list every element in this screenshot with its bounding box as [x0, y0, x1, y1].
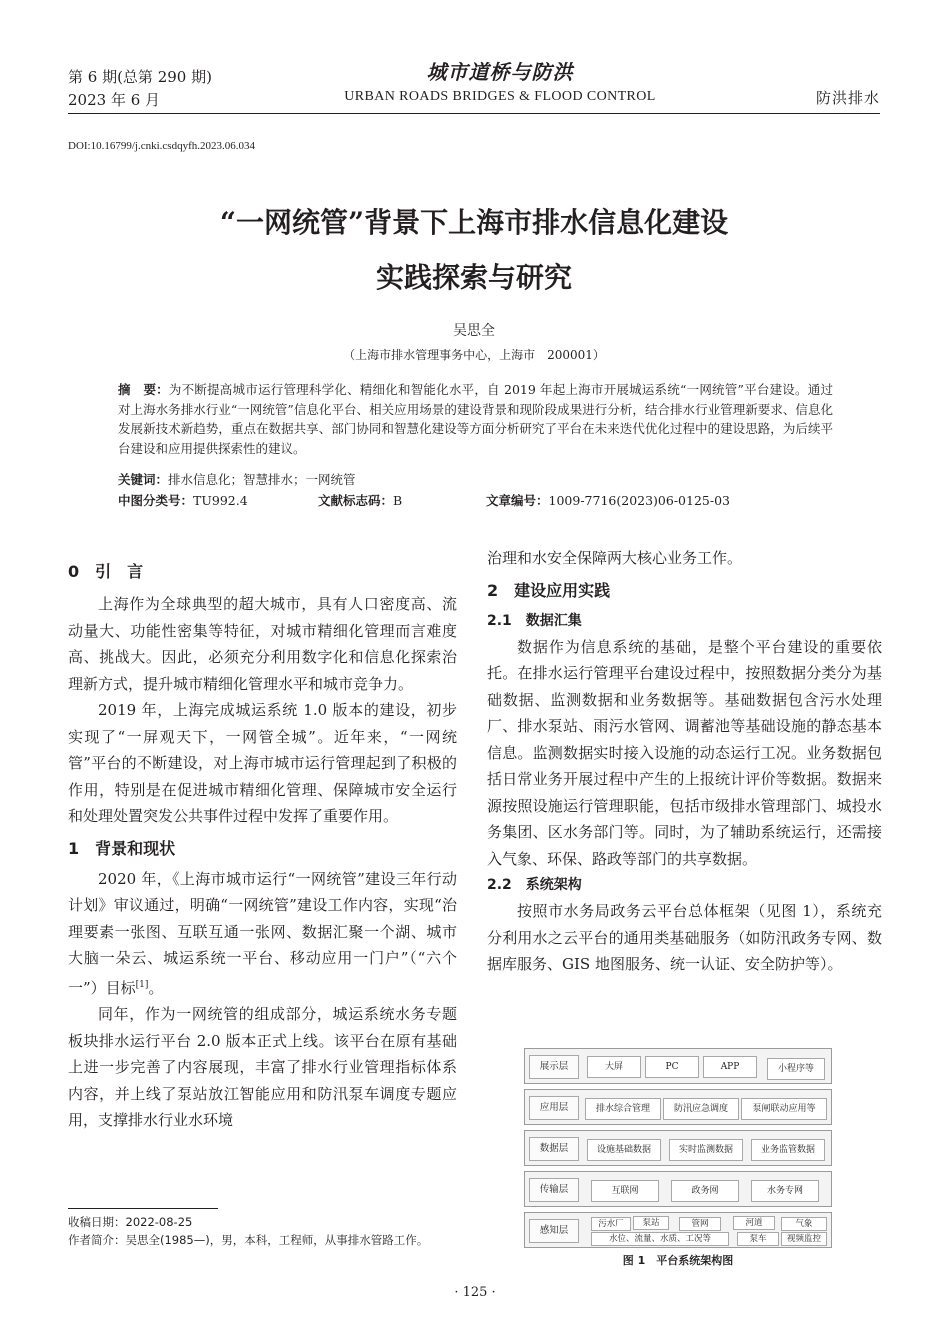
abstract-label: 摘 要： [118, 382, 169, 397]
diagram-box: 水位、流量、水质、工况等 [591, 1232, 729, 1246]
paragraph [68, 866, 457, 1002]
bio-value: 吴思全(1985—)，男，本科，工程师，从事排水管路工作。 [125, 1233, 429, 1247]
received-date [68, 1213, 448, 1231]
issue-date: 2023 年 6 月 [68, 91, 161, 109]
abstract-text: 为不断提高城市运行管理科学化、精细化和智能化水平，自 2019 年起上海市开展城运系统“一网统管”平台建设。通过对上海水务排水行业“一网统管”信息化平台、相关应用场景的建设背景和现阶段成果进行分析，结合排水行业管理新要求、信息化发展新技术新趋势，重点在数据共享、部门协同和智慧化建设等方面分析研究了平台在未来迭代优化过程中的建设思路，为后续平台建设和应用提供探索性的建议。 [118, 382, 833, 456]
layer-label: 数据层 [529, 1137, 579, 1161]
article-title [68, 195, 880, 305]
header-divider [68, 113, 880, 114]
right-column [487, 545, 882, 978]
layer-presentation [524, 1048, 832, 1084]
footnote-divider [68, 1208, 218, 1209]
paragraph: 上海作为全球典型的超大城市，具有人口密度高、流动量大、功能性密集等特征，对城市精细化管理而言难度高、挑战大。因此，必须充分利用数字化和信息化探索治理新方式，提升城市精细化管理水平和城市竞争力。 [68, 595, 457, 693]
layer-label: 应用层 [529, 1096, 579, 1120]
layer-label: 感知层 [529, 1219, 579, 1243]
figure-caption: 图 1 平台系统架构图 [622, 1254, 734, 1267]
received-value: 2022-08-25 [125, 1215, 193, 1229]
received-label: 收稿日期： [68, 1215, 126, 1229]
journal-masthead [300, 58, 700, 108]
doc-value: B [393, 493, 403, 508]
art-label: 文章编号： [486, 493, 549, 508]
clc-code [118, 491, 248, 509]
article-number [486, 491, 730, 509]
abstract [118, 380, 833, 458]
section-heading-2: 2 建设应用实践 [487, 580, 611, 600]
author-name: 吴思全 [453, 323, 495, 339]
title-line-2: 实践探索与研究 [375, 261, 572, 294]
layer-label: 展示层 [529, 1055, 579, 1079]
diagram-box: PC [645, 1056, 699, 1078]
clc-label: 中图分类号： [118, 493, 194, 508]
diagram-box: 设施基础数据 [587, 1139, 661, 1161]
section-heading-1: 1 背景和现状 [68, 838, 176, 858]
diagram-box: 小程序等 [767, 1058, 825, 1080]
issue-number: 第 6 期(总第 290 期) [68, 68, 212, 86]
paragraph: 2019 年，上海完成城运系统 1.0 版本的建设，初步实现了“一屏观天下，一网管全城”。近年来，“一网统管”平台的不断建设，对上海市城市运行管理起到了积极的作用，特别是在促进城市精细化管理、保障城市安全运行和处理处置突发公共事件过程中发挥了重要作用。 [68, 701, 457, 825]
layer-label: 传输层 [529, 1178, 579, 1202]
document-code [318, 491, 402, 509]
diagram-box: 政务网 [671, 1180, 739, 1202]
diagram-box: 管网 [679, 1217, 721, 1231]
diagram-box: 泵车 [737, 1232, 779, 1246]
diagram-box: 泵闸联动应用等 [741, 1098, 827, 1120]
layer-application [524, 1089, 832, 1125]
keywords-text: 排水信息化；智慧排水；一网统管 [168, 472, 356, 487]
diagram-box: 气象 [781, 1217, 827, 1231]
bio-label: 作者简介： [68, 1233, 126, 1247]
paragraph: 数据作为信息系统的基础，是整个平台建设的重要依托。在排水运行管理平台建设过程中，按照数据分类分为基础数据、监测数据和业务数据等。基础数据包含污水处理厂、排水泵站、雨污水管网、调蓄池等基础设施的静态基本信息。监测数据实时接入设施的动态运行工况。业务数据包括日常业务开展过程中产生的上报统计评价等数据。数据来源按照设施运行管理职能，包括市级排水管理部门、城投水务集团、区水务部门等。同时，为了辅助系统运行，还需接入气象、环保、路政等部门的共享数据。 [487, 637, 882, 868]
diagram-box: 污水厂 [591, 1217, 631, 1231]
keywords-label: 关键词： [118, 472, 169, 487]
diagram-box: 泵站 [633, 1216, 669, 1230]
doi: DOI:10.16799/j.cnki.csdqyfh.2023.06.034 [68, 140, 255, 152]
diagram-box: 河道 [733, 1216, 775, 1230]
layer-transmission [524, 1171, 832, 1207]
section-label: 防洪排水 [815, 89, 880, 107]
subsection-heading-2-1: 2.1 数据汇集 [487, 612, 582, 629]
diagram-box: 业务监管数据 [751, 1139, 825, 1161]
page-number: · 125 · [454, 1285, 496, 1300]
doc-label: 文献标志码： [318, 493, 394, 508]
diagram-box: 水务专网 [751, 1180, 819, 1202]
author-bio [68, 1231, 448, 1249]
paragraph-text: 2020 年，《上海市城市运行“一网统管”建设三年行动计划》审议通过，明确“一网统管”建设工作内容，实现“治理要素一张图、互联互通一张网、数据汇聚一个湖、城市大脑一朵云、城运系统一平台、移动应用一门户”（“六个一”）目标 [68, 869, 457, 997]
title-line-1: “一网统管”背景下上海市排水信息化建设 [219, 206, 729, 239]
diagram-box: 排水综合管理 [585, 1098, 661, 1120]
journal-title-en: URBAN ROADS BRIDGES & FLOOD CONTROL [344, 89, 656, 104]
citation-ref[interactable]: [1] [135, 979, 149, 990]
clc-value: TU992.4 [193, 493, 248, 508]
running-header-issue [68, 66, 212, 112]
paragraph-end: 。 [148, 978, 164, 997]
diagram-box: APP [703, 1056, 757, 1078]
subsection-heading-2-2: 2.2 系统架构 [487, 877, 582, 893]
author-affiliation: （上海市排水管理事务中心，上海市 200001） [343, 348, 605, 362]
diagram-box: 互联网 [591, 1180, 659, 1202]
diagram-box: 实时监测数据 [669, 1139, 743, 1161]
layer-data [524, 1130, 832, 1166]
section-heading-0: 0 引 言 [68, 562, 144, 581]
diagram-box: 视频监控 [781, 1232, 827, 1246]
layer-perception [524, 1212, 832, 1248]
paragraph-continued: 治理和水安全保障两大核心业务工作。 [487, 549, 743, 567]
architecture-diagram [524, 1048, 832, 1248]
keywords [118, 470, 356, 488]
footnote [68, 1213, 448, 1249]
journal-title-cn: 城市道桥与防洪 [426, 60, 574, 84]
diagram-box: 防汛应急调度 [663, 1098, 739, 1120]
paragraph: 同年，作为一网统管的组成部分，城运系统水务专题板块排水运行平台 2.0 版本正式上线。该平台在原有基础上进一步完善了内容展现，丰富了排水行业管理指标体系内容，并上线了泵站放江智能应用和防汛泵车调度专题应用，支撑排水行业水环境 [68, 1005, 457, 1129]
paragraph: 按照市水务局政务云平台总体框架（见图 1），系统充分利用水之云平台的通用类基础服务（如防汛政务专网、数据库服务、GIS 地图服务、统一认证、安全防护等）。 [487, 902, 882, 973]
diagram-box: 大屏 [587, 1056, 641, 1078]
art-value: 1009-7716(2023)06-0125-03 [548, 493, 730, 508]
left-column [68, 555, 457, 1134]
